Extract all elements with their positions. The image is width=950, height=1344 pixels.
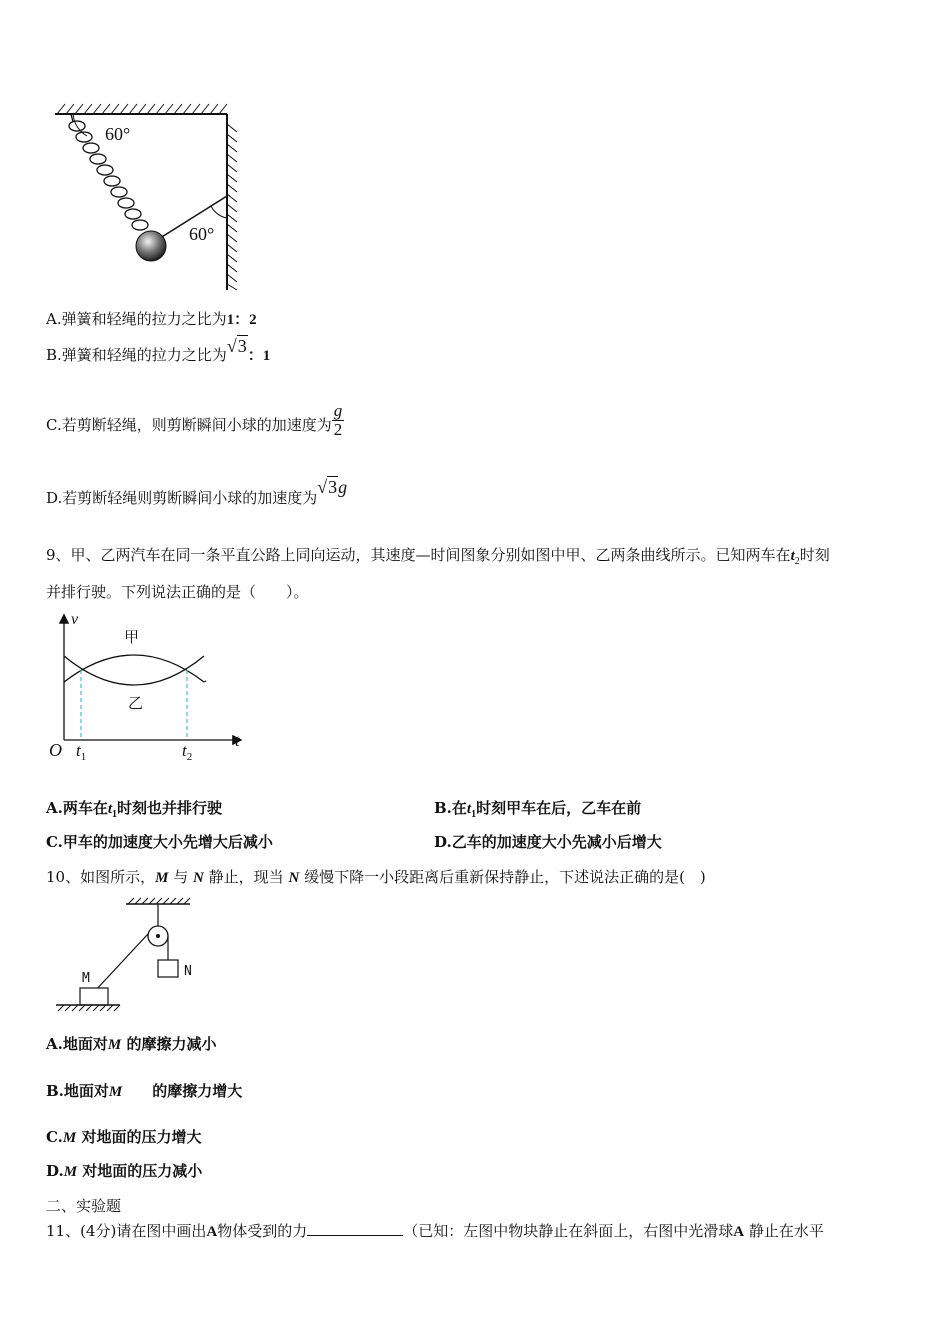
curve-jia: [64, 655, 204, 682]
block-m: [80, 988, 108, 1005]
q10-option-d: D.M 对地面的压力减小: [46, 1162, 203, 1180]
q10-option-b: B.地面对M 的摩擦力增大: [46, 1082, 243, 1100]
t-axis-label: t: [235, 731, 240, 750]
q10-option-c: C.M 对地面的压力增大: [46, 1128, 202, 1146]
curve-yi: [64, 656, 204, 685]
angle-wall-label: 60°: [189, 224, 215, 244]
angle-top-label: 60°: [105, 124, 131, 144]
block-n-label: N: [184, 964, 192, 979]
rope-to-m: [94, 934, 148, 992]
origin-label: O: [49, 740, 62, 760]
q9-option-a: A.两车在$t_1$时刻也并排行驶: [46, 799, 223, 820]
fraction: $\frac{g}{2}$: [333, 400, 343, 439]
block-m-label: M: [82, 971, 90, 986]
vt-graph: [44, 610, 254, 770]
q10-stem: 10、如图所示，M 与 N 静止，现当 N 缓慢下降一小段距离后重新保持静止，下述说法正确的是( ): [46, 868, 706, 886]
section-heading: 二、实验题: [46, 1197, 122, 1215]
t2-label: $t_2$: [182, 741, 193, 763]
q9-option-b: B.在$t_1$时刻甲车在后，乙车在前: [434, 799, 642, 820]
block-n: [158, 960, 178, 977]
q8-option-a: A.弹簧和轻绳的拉力之比为1：2: [46, 310, 257, 328]
curve-jia-label: 甲: [124, 628, 140, 646]
q8-option-d: D.若剪断轻绳则剪断瞬间小球的加速度为√3g: [46, 477, 348, 507]
q9-option-c: C.甲车的加速度大小先增大后减小: [46, 833, 273, 851]
curve-yi-label: 乙: [128, 694, 144, 712]
sqrt-expression: √3: [226, 336, 247, 356]
q8-option-c: C.若剪断轻绳，则剪断瞬间小球的加速度为 $\frac{g}{2}$: [46, 400, 343, 439]
q10-option-a: A.地面对M 的摩擦力减小: [46, 1035, 217, 1053]
q8-option-b: B.弹簧和轻绳的拉力之比为√3：1: [46, 336, 271, 364]
ball: [136, 231, 166, 261]
pulley-figure: [52, 892, 212, 1016]
sqrt-expression: √3g: [317, 477, 348, 497]
v-axis-label: v: [71, 611, 79, 628]
q9-option-d: D.乙车的加速度大小先减小后增大: [434, 833, 662, 851]
q9-stem-line1: 9、甲、乙两汽车在同一条平直公路上同向运动，其速度—时间图象分别如图中甲、乙两条曲线所示。已知两车在$t_2$时刻: [46, 546, 830, 567]
q9-stem-line2: 并排行驶。下列说法正确的是（ ）。: [46, 583, 309, 601]
q11-stem: 11、(4分)请在图中画出A物体受到的力 （已知：左图中物块静止在斜面上，右图中光滑球A 静止在水平: [46, 1222, 824, 1240]
answer-blank[interactable]: [307, 1221, 403, 1236]
spring-ball-figure: [45, 98, 245, 298]
t1-label: $t_1$: [76, 741, 87, 763]
